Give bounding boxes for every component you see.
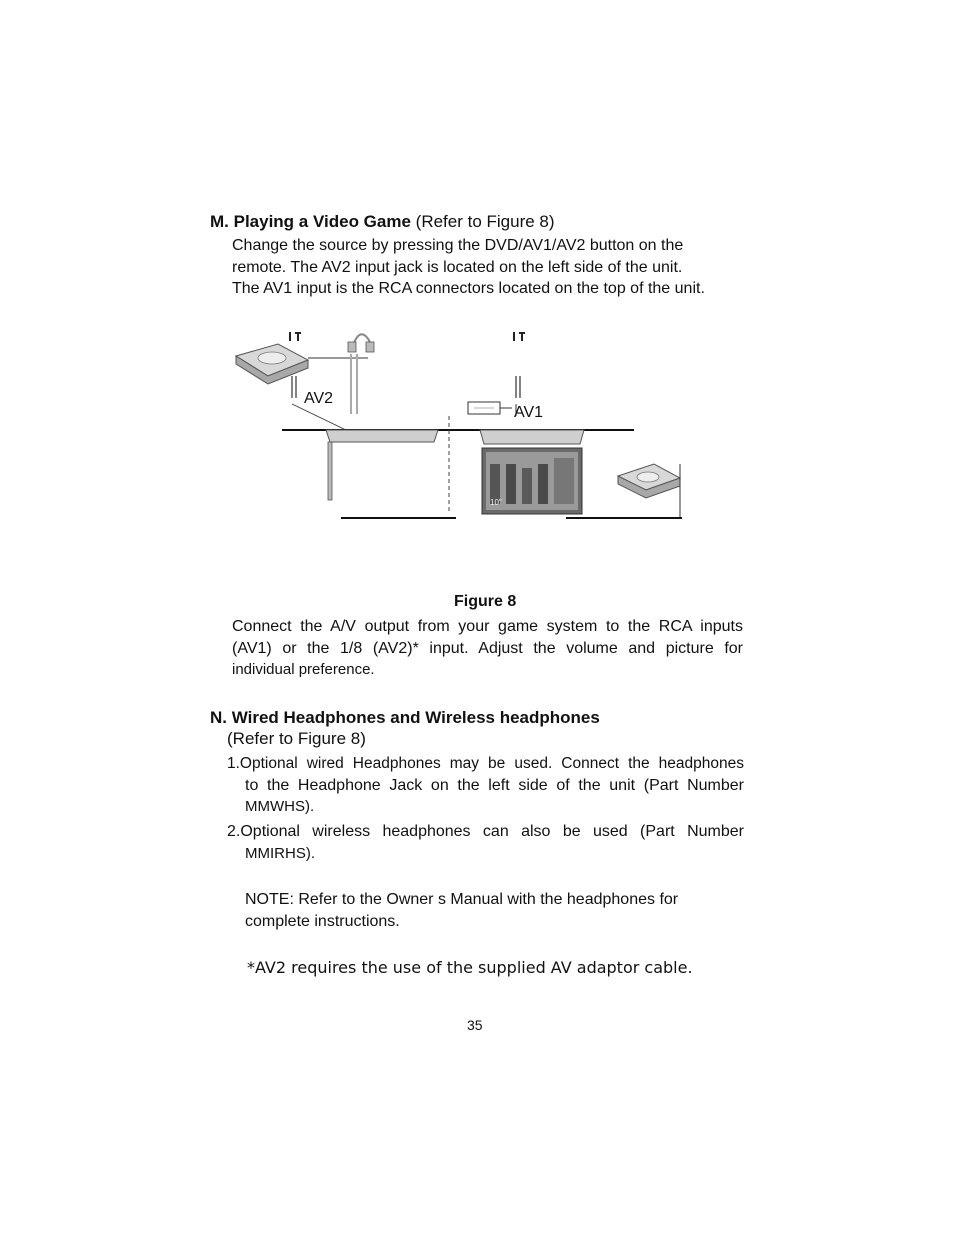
rca-connector-block — [468, 402, 512, 414]
label-av1: AV1 — [514, 404, 544, 421]
page-number: 35 — [467, 1017, 483, 1033]
label-av2: AV2 — [304, 390, 334, 407]
section-n-heading: N. Wired Headphones and Wireless headphones — [210, 708, 600, 727]
rca-plug-icon — [513, 332, 525, 341]
monitor-unit-right — [480, 430, 584, 514]
game-console-left — [236, 344, 308, 384]
connect-line: (AV1) or the 1/8 (AV2)* input. Adjust the volume and picture for — [232, 639, 743, 657]
item-1-line: MMWHS). — [245, 798, 315, 815]
item-2-line: 2.Optional wireless headphones can also be used (Part Number — [227, 823, 744, 840]
footnote: *AV2 requires the use of the supplied AV adaptor cable. — [247, 958, 693, 977]
section-n-ref: (Refer to Figure 8) — [227, 729, 366, 748]
item-1-line: to the Headphone Jack on the left side of the unit (Part Number — [245, 776, 744, 794]
section-m-line: remote. The AV2 input jack is located on the left side of the unit. — [232, 258, 683, 276]
figure-caption: Figure 8 — [454, 593, 517, 610]
headphones-icon — [348, 334, 374, 352]
connect-line: Connect the A/V output from your game system to the RCA inputs — [232, 618, 743, 635]
monitor-unit-left — [326, 430, 438, 500]
section-m-line: The AV1 input is the RCA connectors located on the top of the unit. — [232, 280, 705, 297]
connect-line: individual preference. — [232, 661, 375, 678]
section-m-title: M. Playing a Video Game — [210, 212, 411, 231]
item-1-line: 1.Optional wired Headphones may be used. Connect the headphones — [227, 755, 744, 772]
section-m-line: Change the source by pressing the DVD/AV1/AV2 button on the — [232, 237, 684, 254]
item-2-line: MMIRHS). — [245, 844, 315, 862]
section-m-body — [232, 235, 752, 300]
section-m-ref: (Refer to Figure 8) — [415, 212, 555, 231]
rca-plug-icon — [289, 332, 301, 341]
game-console-right — [618, 464, 680, 518]
note-line: complete instructions. — [245, 912, 400, 930]
figure-8-diagram — [228, 318, 688, 533]
note-line: NOTE: Refer to the Owner s Manual with the headphones for — [245, 891, 679, 908]
section-n-item-1 — [227, 753, 744, 818]
section-m-heading — [210, 212, 555, 232]
section-n-item-2 — [227, 821, 744, 864]
connect-paragraph — [232, 616, 743, 681]
section-n-note — [245, 889, 745, 932]
screen-size-label: 10" — [490, 498, 502, 507]
